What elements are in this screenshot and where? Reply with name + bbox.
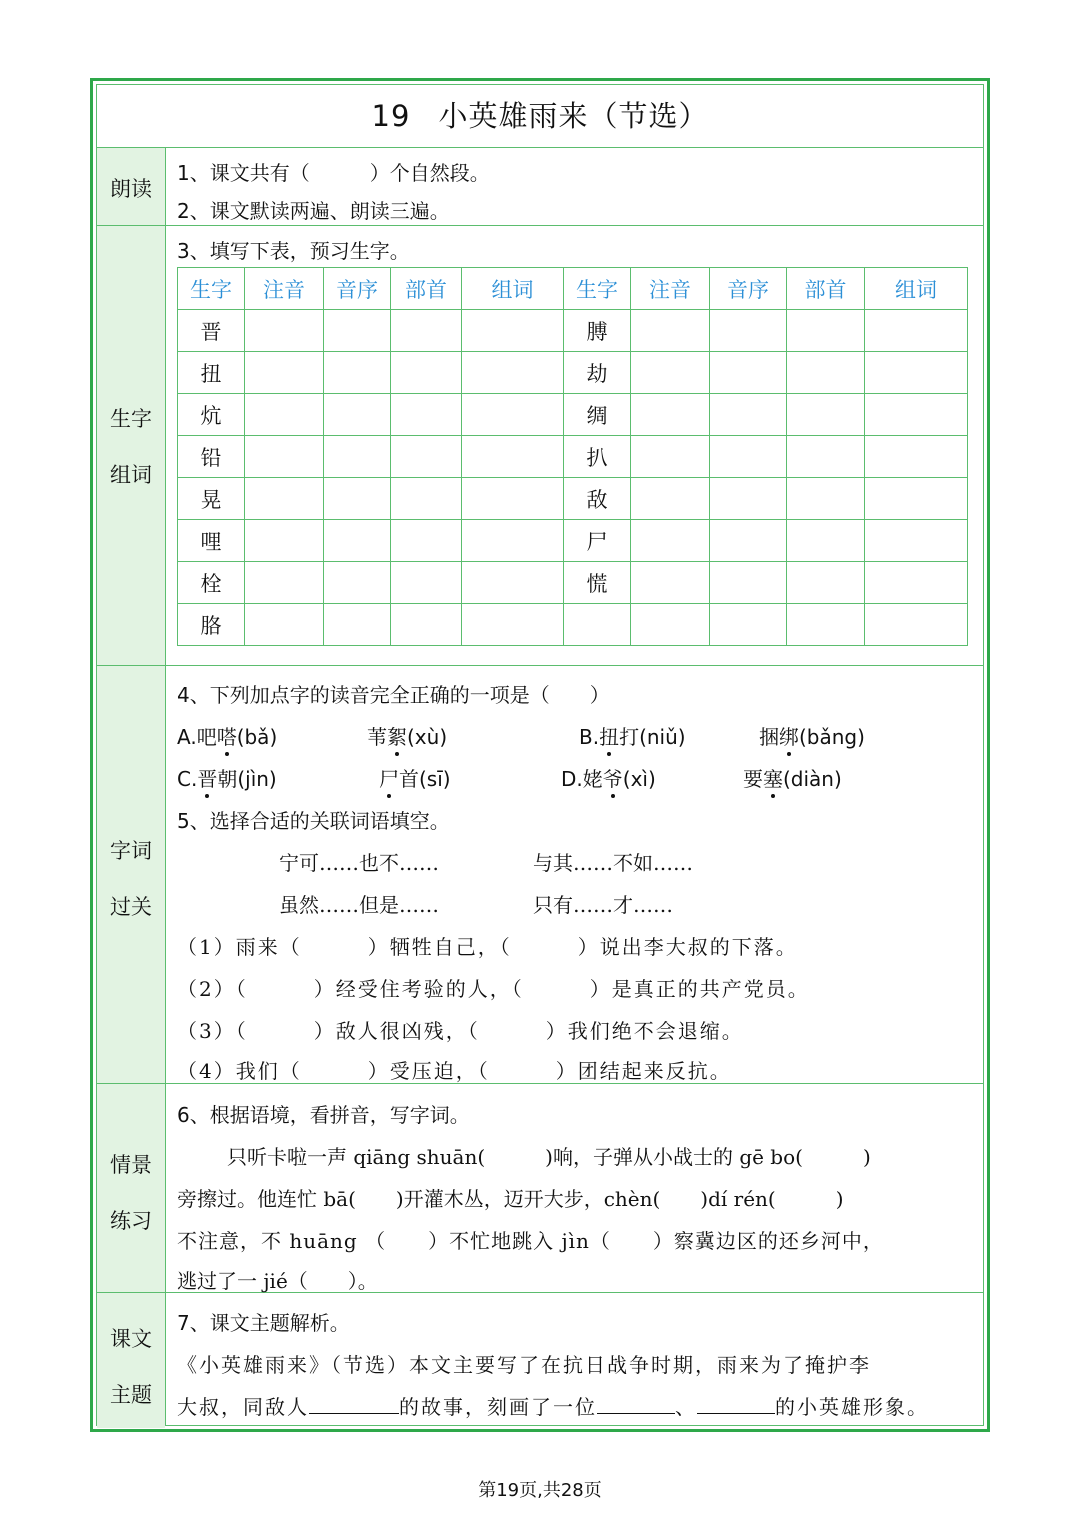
answer-cell[interactable]: [787, 520, 865, 562]
option-text: 捆: [759, 725, 779, 749]
option-d2: [743, 763, 842, 792]
option-c1: [177, 763, 277, 792]
question-6: 6、根据语境，看拼音，写字词。: [177, 1103, 470, 1127]
header-cell: 注音: [245, 268, 324, 310]
answer-cell[interactable]: [245, 352, 324, 394]
table-row: [178, 604, 968, 646]
option-text: A.吧: [177, 725, 217, 749]
answer-cell[interactable]: [631, 436, 710, 478]
answer-cell[interactable]: [391, 352, 462, 394]
header-cell: 组词: [865, 268, 968, 310]
answer-cell[interactable]: [324, 520, 391, 562]
theme-text: 的故事，刻画了一位: [399, 1395, 597, 1419]
label-scene-1: 情景: [110, 1153, 152, 1177]
answer-cell[interactable]: [865, 520, 968, 562]
answer-cell[interactable]: [710, 310, 787, 352]
scene-line-1: 只听卡啦一声 qiāng shuān( )响，子弹从小战士的 gē bo( ): [227, 1145, 871, 1169]
answer-cell[interactable]: [462, 562, 564, 604]
answer-cell[interactable]: [391, 604, 462, 646]
option-text: 朝: [217, 767, 238, 791]
answer-cell[interactable]: [245, 394, 324, 436]
answer-cell[interactable]: [391, 394, 462, 436]
conjunction-pair: 与其……不如……: [533, 851, 693, 875]
char-cell: 扭: [178, 352, 245, 394]
answer-cell[interactable]: [324, 604, 391, 646]
divider: [97, 225, 983, 226]
option-pinyin: (niǔ): [639, 725, 686, 749]
answer-cell[interactable]: [787, 562, 865, 604]
divider: [97, 147, 983, 148]
answer-cell[interactable]: [324, 478, 391, 520]
answer-cell[interactable]: [865, 562, 968, 604]
table-row: [178, 436, 968, 478]
option-text: 打: [619, 725, 640, 749]
answer-cell[interactable]: [462, 604, 564, 646]
char-cell: [564, 604, 631, 646]
char-cell: 栓: [178, 562, 245, 604]
dotted-char: 嗒: [217, 721, 237, 750]
answer-cell[interactable]: [245, 310, 324, 352]
header-cell: 注音: [631, 268, 710, 310]
answer-cell[interactable]: [865, 352, 968, 394]
divider: [97, 665, 983, 666]
option-pinyin: (jìn): [237, 767, 277, 791]
answer-cell[interactable]: [787, 436, 865, 478]
header-cell: 组词: [462, 268, 564, 310]
label-theme-1: 课文: [110, 1327, 152, 1351]
sentence-1: （1）雨来（ ）牺牲自己，（ ）说出李大叔的下落。: [177, 935, 798, 959]
answer-cell[interactable]: [631, 478, 710, 520]
answer-cell[interactable]: [245, 562, 324, 604]
answer-cell[interactable]: [324, 352, 391, 394]
char-cell: 胳: [178, 604, 245, 646]
label-reading: 朗读: [110, 177, 152, 201]
char-table: [177, 267, 968, 646]
option-a1: [177, 721, 277, 750]
label-scene-2: 练习: [110, 1209, 152, 1233]
conjunction-pair: 虽然……但是……: [279, 893, 439, 917]
answer-cell[interactable]: [710, 394, 787, 436]
conjunction-pair: 只有……才……: [533, 893, 673, 917]
answer-cell[interactable]: [631, 394, 710, 436]
option-b2: [759, 721, 865, 750]
label-chars-2: 组词: [110, 463, 152, 487]
table-header-row: [178, 268, 968, 310]
theme-text: 大叔，同敌人: [177, 1395, 309, 1419]
header-cell: 部首: [391, 268, 462, 310]
char-cell: 慌: [564, 562, 631, 604]
char-cell: 敌: [564, 478, 631, 520]
answer-cell[interactable]: [245, 478, 324, 520]
question-5: 5、选择合适的关联词语填空。: [177, 809, 450, 833]
answer-blank[interactable]: [697, 1395, 775, 1414]
dotted-char: 绑: [779, 721, 799, 750]
label-words-2: 过关: [110, 895, 152, 919]
char-cell: 哩: [178, 520, 245, 562]
char-cell: 绸: [564, 394, 631, 436]
dotted-char: 尸: [379, 763, 399, 792]
option-c2: [379, 763, 451, 792]
answer-cell[interactable]: [787, 310, 865, 352]
answer-cell[interactable]: [865, 478, 968, 520]
option-pinyin: (bǎng): [799, 725, 865, 749]
answer-cell[interactable]: [391, 562, 462, 604]
answer-cell[interactable]: [865, 394, 968, 436]
char-cell: 尸: [564, 520, 631, 562]
answer-cell[interactable]: [631, 562, 710, 604]
option-pinyin: (xù): [407, 725, 448, 749]
answer-cell[interactable]: [631, 352, 710, 394]
answer-cell[interactable]: [391, 310, 462, 352]
header-cell: 部首: [787, 268, 865, 310]
header-cell: 生字: [178, 268, 245, 310]
answer-cell[interactable]: [324, 562, 391, 604]
table-row: [178, 352, 968, 394]
answer-cell[interactable]: [391, 520, 462, 562]
table-row: [178, 520, 968, 562]
answer-cell[interactable]: [787, 352, 865, 394]
dotted-char: 晋: [197, 763, 217, 792]
answer-cell[interactable]: [245, 604, 324, 646]
answer-cell[interactable]: [710, 562, 787, 604]
answer-cell[interactable]: [710, 436, 787, 478]
answer-blank[interactable]: [597, 1395, 675, 1414]
answer-cell[interactable]: [462, 520, 564, 562]
dotted-char: 扭: [599, 721, 619, 750]
theme-line-2: [177, 1391, 929, 1420]
worksheet-inner: [96, 84, 984, 1426]
answer-cell[interactable]: [462, 478, 564, 520]
scene-line-3: 不注意，不 huāng （ ）不忙地跳入 jìn（ ）察冀边区的还乡河中，: [177, 1229, 884, 1253]
answer-cell[interactable]: [865, 310, 968, 352]
answer-cell[interactable]: [462, 394, 564, 436]
option-text: D.姥: [561, 767, 603, 791]
answer-cell[interactable]: [631, 310, 710, 352]
answer-cell[interactable]: [710, 520, 787, 562]
option-pinyin: (bǎ): [236, 725, 278, 749]
lesson-title: 小英雄雨来（节选）: [438, 99, 709, 133]
dotted-char: 爷: [603, 763, 623, 792]
answer-cell[interactable]: [710, 478, 787, 520]
answer-cell[interactable]: [787, 394, 865, 436]
question-1: 1、课文共有（ ）个自然段。: [177, 161, 490, 185]
header-cell: 生字: [564, 268, 631, 310]
side-bg-chars: [97, 225, 165, 665]
answer-cell[interactable]: [787, 604, 865, 646]
scene-line-4: 逃过了一 jié（ ）。: [177, 1269, 378, 1293]
answer-cell[interactable]: [865, 436, 968, 478]
table-row: [178, 310, 968, 352]
char-cell: 铅: [178, 436, 245, 478]
option-text: 首: [399, 767, 419, 791]
answer-cell[interactable]: [865, 604, 968, 646]
option-pinyin: (sī): [419, 767, 451, 791]
char-cell: 劫: [564, 352, 631, 394]
theme-line-1: 《小英雄雨来》（节选）本文主要写了在抗日战争时期，雨来为了掩护李: [177, 1353, 871, 1377]
label-words-1: 字词: [110, 839, 152, 863]
option-text: B.: [579, 725, 600, 749]
char-cell: 扒: [564, 436, 631, 478]
answer-cell[interactable]: [324, 436, 391, 478]
question-4: 4、下列加点字的读音完全正确的一项是（ ）: [177, 683, 610, 707]
table-row: [178, 562, 968, 604]
sentence-4: （4）我们（ ）受压迫，（ ）团结起来反抗。: [177, 1059, 732, 1083]
theme-text: 、: [675, 1395, 697, 1419]
answer-cell[interactable]: [462, 436, 564, 478]
side-bg-scene: [97, 1083, 165, 1292]
char-cell: 炕: [178, 394, 245, 436]
side-divider: [165, 147, 166, 1425]
option-b1: [579, 721, 686, 750]
char-cell: 膊: [564, 310, 631, 352]
option-a2: [367, 721, 447, 750]
answer-cell[interactable]: [631, 604, 710, 646]
answer-cell[interactable]: [631, 520, 710, 562]
side-bg-words: [97, 665, 165, 1083]
option-text: 苇: [367, 725, 387, 749]
question-2: 2、课文默读两遍、朗读三遍。: [177, 199, 450, 223]
answer-cell[interactable]: [245, 436, 324, 478]
theme-text: 的小英雄形象。: [775, 1395, 929, 1419]
answer-cell[interactable]: [245, 520, 324, 562]
page-title: [97, 85, 983, 147]
label-theme-2: 主题: [110, 1383, 152, 1407]
answer-cell[interactable]: [391, 436, 462, 478]
page-footer: 第19页,共28页: [478, 1480, 602, 1501]
worksheet-frame: [90, 78, 990, 1432]
question-7: 7、课文主题解析。: [177, 1311, 350, 1335]
header-cell: 音序: [710, 268, 787, 310]
conjunction-pair: 宁可……也不……: [279, 851, 439, 875]
label-chars-1: 生字: [110, 407, 152, 431]
lesson-number: 19: [371, 99, 411, 133]
option-pinyin: (diàn): [783, 767, 842, 791]
dotted-char: 塞: [763, 763, 783, 792]
question-3: 3、填写下表，预习生字。: [177, 239, 410, 263]
answer-cell[interactable]: [710, 604, 787, 646]
answer-cell[interactable]: [710, 352, 787, 394]
char-cell: 晃: [178, 478, 245, 520]
option-pinyin: (xì): [622, 767, 656, 791]
answer-blank[interactable]: [309, 1395, 399, 1414]
table-row: [178, 478, 968, 520]
option-text: C.: [177, 767, 198, 791]
sentence-2: （2）（ ）经受住考验的人，（ ）是真正的共产党员。: [177, 977, 810, 1001]
answer-cell[interactable]: [324, 310, 391, 352]
answer-cell[interactable]: [462, 310, 564, 352]
table-row: [178, 394, 968, 436]
dotted-char: 絮: [387, 721, 407, 750]
sentence-3: （3）（ ）敌人很凶残，（ ）我们绝不会退缩。: [177, 1019, 744, 1043]
answer-cell[interactable]: [391, 478, 462, 520]
scene-line-2: 旁擦过。他连忙 bā( )开灌木丛，迈开大步，chèn( )dí rén( ): [177, 1187, 844, 1211]
char-cell: 晋: [178, 310, 245, 352]
answer-cell[interactable]: [787, 478, 865, 520]
option-text: 要: [743, 767, 763, 791]
answer-cell[interactable]: [324, 394, 391, 436]
header-cell: 音序: [324, 268, 391, 310]
answer-cell[interactable]: [462, 352, 564, 394]
option-d1: [561, 763, 656, 792]
